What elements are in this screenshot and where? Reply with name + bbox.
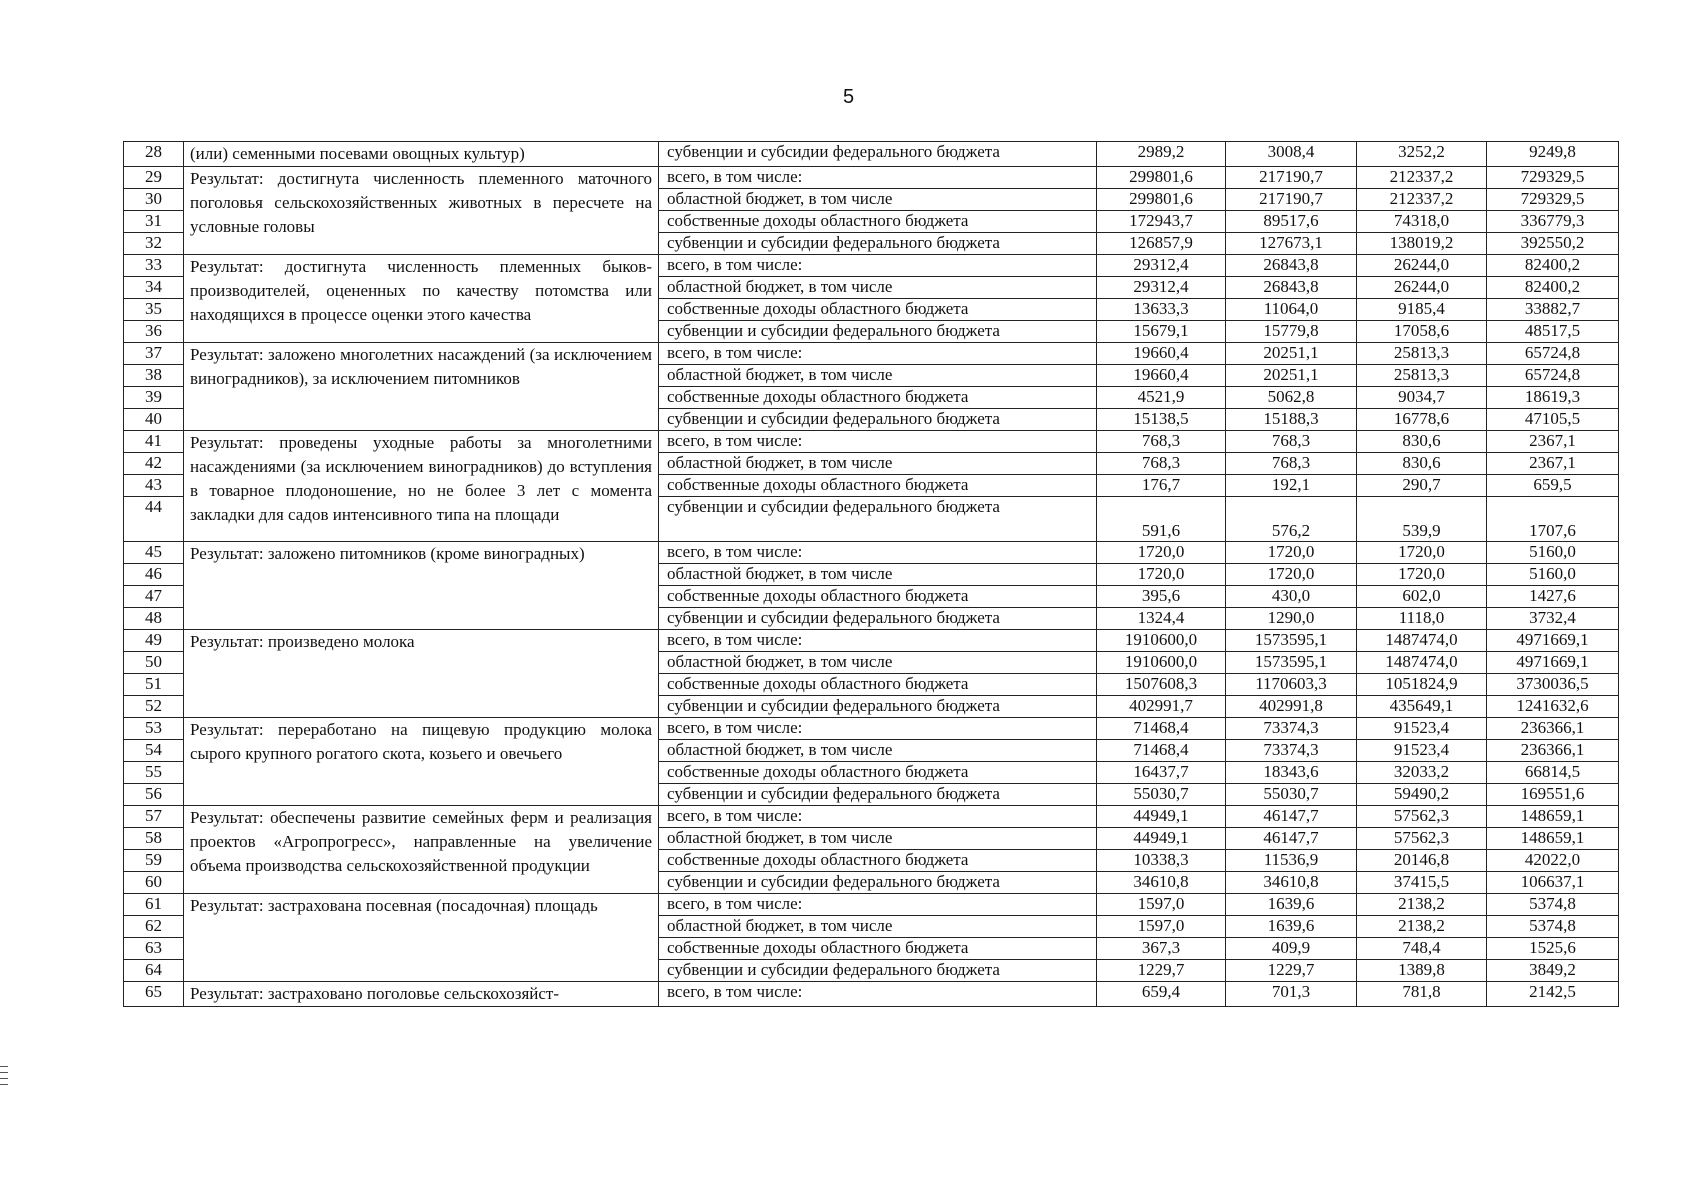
- value-year-1: 15679,1: [1097, 321, 1226, 343]
- value-year-3: 16778,6: [1357, 409, 1487, 431]
- table-row: [124, 982, 1619, 1007]
- value-year-2: 217190,7: [1226, 167, 1357, 189]
- result-description: [184, 806, 659, 894]
- table-body: [124, 142, 1619, 1007]
- value-total: 169551,6: [1487, 784, 1619, 806]
- value-year-2: 46147,7: [1226, 828, 1357, 850]
- value-year-1: 13633,3: [1097, 299, 1226, 321]
- value-year-1: 55030,7: [1097, 784, 1226, 806]
- row-number: 41: [124, 431, 184, 453]
- value-total: 1241632,6: [1487, 696, 1619, 718]
- value-year-2: 409,9: [1226, 938, 1357, 960]
- value-year-3: 1487474,0: [1357, 630, 1487, 652]
- value-year-3: 1051824,9: [1357, 674, 1487, 696]
- value-year-1: 1910600,0: [1097, 630, 1226, 652]
- value-year-2: 1639,6: [1226, 916, 1357, 938]
- value-year-1: 395,6: [1097, 586, 1226, 608]
- table-row: [124, 343, 1619, 365]
- value-year-1: 16437,7: [1097, 762, 1226, 784]
- value-year-3: 748,4: [1357, 938, 1487, 960]
- value-year-2: 11536,9: [1226, 850, 1357, 872]
- funding-source: субвенции и субсидии федерального бюджета: [659, 608, 1097, 630]
- value-year-1: 29312,4: [1097, 277, 1226, 299]
- value-year-2: 73374,3: [1226, 718, 1357, 740]
- value-year-2: 55030,7: [1226, 784, 1357, 806]
- value-year-1: 768,3: [1097, 431, 1226, 453]
- value-year-1: 176,7: [1097, 475, 1226, 497]
- row-number: 45: [124, 542, 184, 564]
- funding-source: субвенции и субсидии федерального бюджета: [659, 784, 1097, 806]
- row-number: 54: [124, 740, 184, 762]
- funding-source: собственные доходы областного бюджета: [659, 299, 1097, 321]
- value-year-2: 430,0: [1226, 586, 1357, 608]
- value-year-1: 172943,7: [1097, 211, 1226, 233]
- result-description-text: Результат: застрахована посевная (посадочная) площадь: [190, 896, 598, 915]
- funding-source: субвенции и субсидии федерального бюджета: [659, 321, 1097, 343]
- value-year-3: 830,6: [1357, 431, 1487, 453]
- value-total: 65724,8: [1487, 365, 1619, 387]
- funding-source: субвенции и субсидии федерального бюджета: [659, 233, 1097, 255]
- value-total: 33882,7: [1487, 299, 1619, 321]
- value-year-1: 1720,0: [1097, 564, 1226, 586]
- funding-source: областной бюджет, в том числе: [659, 189, 1097, 211]
- row-number: 56: [124, 784, 184, 806]
- value-year-2: 1229,7: [1226, 960, 1357, 982]
- value-total: 729329,5: [1487, 189, 1619, 211]
- funding-source: собственные доходы областного бюджета: [659, 586, 1097, 608]
- row-number: 31: [124, 211, 184, 233]
- row-number: 33: [124, 255, 184, 277]
- funding-source: собственные доходы областного бюджета: [659, 387, 1097, 409]
- budget-table: [123, 141, 1619, 1007]
- row-number: 38: [124, 365, 184, 387]
- value-year-3: 290,7: [1357, 475, 1487, 497]
- value-total: 1427,6: [1487, 586, 1619, 608]
- result-description: [184, 431, 659, 542]
- funding-source: областной бюджет, в том числе: [659, 453, 1097, 475]
- result-description: [184, 718, 659, 806]
- value-year-3: 37415,5: [1357, 872, 1487, 894]
- result-description: [184, 142, 659, 167]
- result-description-text: Результат: проведены уходные работы за многолетними насаждениями (за исключением виноградников) до вступления в товарное плодоношение, но не более 3 лет с момента закладки для садов интенсивного типа на площади: [190, 433, 652, 524]
- value-total: 66814,5: [1487, 762, 1619, 784]
- margin-marks: [0, 1066, 8, 1096]
- value-total: 336779,3: [1487, 211, 1619, 233]
- row-number: 47: [124, 586, 184, 608]
- table-row: [124, 894, 1619, 916]
- result-description-text: Результат: переработано на пищевую продукцию молока сырого крупного рогатого скота, козьего и овечьего: [190, 720, 652, 763]
- result-description-text: Результат: достигнута численность племенных быков-производителей, оцененных по качеству потомства или находящихся в процессе оценки этого качества: [190, 257, 652, 324]
- value-year-1: 19660,4: [1097, 365, 1226, 387]
- value-year-1: 29312,4: [1097, 255, 1226, 277]
- value-year-2: 1573595,1: [1226, 630, 1357, 652]
- value-year-2: 26843,8: [1226, 255, 1357, 277]
- value-total: 2367,1: [1487, 453, 1619, 475]
- value-year-3: 20146,8: [1357, 850, 1487, 872]
- table-row: [124, 167, 1619, 189]
- value-year-2: 768,3: [1226, 453, 1357, 475]
- value-year-2: 20251,1: [1226, 365, 1357, 387]
- value-year-2: 3008,4: [1226, 142, 1357, 167]
- value-year-3: 91523,4: [1357, 740, 1487, 762]
- value-year-2: 18343,6: [1226, 762, 1357, 784]
- value-year-1: 2989,2: [1097, 142, 1226, 167]
- value-total: 5160,0: [1487, 542, 1619, 564]
- funding-source: всего, в том числе:: [659, 343, 1097, 365]
- value-year-3: 435649,1: [1357, 696, 1487, 718]
- row-number: 42: [124, 453, 184, 475]
- value-year-3: 212337,2: [1357, 167, 1487, 189]
- funding-source: областной бюджет, в том числе: [659, 564, 1097, 586]
- result-description-text: (или) семенными посевами овощных культур): [190, 144, 525, 163]
- value-total: 3730036,5: [1487, 674, 1619, 696]
- funding-source: субвенции и субсидии федерального бюджета: [659, 696, 1097, 718]
- value-year-3: 25813,3: [1357, 365, 1487, 387]
- funding-source: субвенции и субсидии федерального бюджета: [659, 409, 1097, 431]
- value-year-1: 659,4: [1097, 982, 1226, 1007]
- funding-source: всего, в том числе:: [659, 167, 1097, 189]
- value-total: 659,5: [1487, 475, 1619, 497]
- value-year-2: 1290,0: [1226, 608, 1357, 630]
- funding-source: областной бюджет, в том числе: [659, 740, 1097, 762]
- value-year-1: 1507608,3: [1097, 674, 1226, 696]
- value-year-2: 20251,1: [1226, 343, 1357, 365]
- result-description: [184, 982, 659, 1007]
- value-total: 106637,1: [1487, 872, 1619, 894]
- value-year-3: 212337,2: [1357, 189, 1487, 211]
- value-total: 2367,1: [1487, 431, 1619, 453]
- result-description-text: Результат: обеспечены развитие семейных ферм и реализация проектов «Агропрогресс», направленные на увеличение объема производства сельскохозяйственной продукции: [190, 808, 652, 875]
- row-number: 30: [124, 189, 184, 211]
- value-total: 1707,6: [1487, 497, 1619, 542]
- value-year-3: 91523,4: [1357, 718, 1487, 740]
- value-year-1: 367,3: [1097, 938, 1226, 960]
- page-number: 5: [842, 86, 855, 108]
- value-year-3: 74318,0: [1357, 211, 1487, 233]
- value-year-1: 34610,8: [1097, 872, 1226, 894]
- value-year-2: 15779,8: [1226, 321, 1357, 343]
- value-year-2: 127673,1: [1226, 233, 1357, 255]
- row-number: 46: [124, 564, 184, 586]
- value-year-3: 17058,6: [1357, 321, 1487, 343]
- value-year-1: 299801,6: [1097, 167, 1226, 189]
- result-description-text: Результат: застраховано поголовье сельскохозяйст-: [190, 984, 560, 1003]
- funding-source: субвенции и субсидии федерального бюджета: [659, 497, 1097, 542]
- value-total: 236366,1: [1487, 740, 1619, 762]
- row-number: 51: [124, 674, 184, 696]
- value-year-1: 1597,0: [1097, 916, 1226, 938]
- row-number: 53: [124, 718, 184, 740]
- row-number: 29: [124, 167, 184, 189]
- value-total: 3849,2: [1487, 960, 1619, 982]
- value-total: 5374,8: [1487, 916, 1619, 938]
- value-year-1: 299801,6: [1097, 189, 1226, 211]
- row-number: 62: [124, 916, 184, 938]
- table-row: [124, 542, 1619, 564]
- result-description: [184, 167, 659, 255]
- value-year-2: 11064,0: [1226, 299, 1357, 321]
- value-year-2: 1720,0: [1226, 564, 1357, 586]
- value-year-3: 1720,0: [1357, 564, 1487, 586]
- table-row: [124, 431, 1619, 453]
- value-total: 82400,2: [1487, 277, 1619, 299]
- value-total: 1525,6: [1487, 938, 1619, 960]
- value-year-3: 9034,7: [1357, 387, 1487, 409]
- result-description-text: Результат: заложено питомников (кроме виноградных): [190, 544, 585, 563]
- row-number: 59: [124, 850, 184, 872]
- value-year-1: 44949,1: [1097, 806, 1226, 828]
- value-total: 4971669,1: [1487, 652, 1619, 674]
- value-total: 65724,8: [1487, 343, 1619, 365]
- value-year-2: 701,3: [1226, 982, 1357, 1007]
- value-year-1: 126857,9: [1097, 233, 1226, 255]
- funding-source: областной бюджет, в том числе: [659, 652, 1097, 674]
- value-year-3: 26244,0: [1357, 277, 1487, 299]
- funding-source: всего, в том числе:: [659, 431, 1097, 453]
- table-row: [124, 142, 1619, 167]
- value-total: 392550,2: [1487, 233, 1619, 255]
- value-year-3: 3252,2: [1357, 142, 1487, 167]
- value-year-1: 71468,4: [1097, 718, 1226, 740]
- row-number: 32: [124, 233, 184, 255]
- row-number: 57: [124, 806, 184, 828]
- value-total: 148659,1: [1487, 806, 1619, 828]
- value-year-3: 57562,3: [1357, 806, 1487, 828]
- value-year-1: 768,3: [1097, 453, 1226, 475]
- value-year-2: 5062,8: [1226, 387, 1357, 409]
- funding-source: собственные доходы областного бюджета: [659, 674, 1097, 696]
- value-year-2: 15188,3: [1226, 409, 1357, 431]
- row-number: 61: [124, 894, 184, 916]
- funding-source: всего, в том числе:: [659, 982, 1097, 1007]
- row-number: 64: [124, 960, 184, 982]
- value-total: 47105,5: [1487, 409, 1619, 431]
- value-total: 148659,1: [1487, 828, 1619, 850]
- row-number: 48: [124, 608, 184, 630]
- value-year-3: 57562,3: [1357, 828, 1487, 850]
- funding-source: всего, в том числе:: [659, 630, 1097, 652]
- value-year-3: 9185,4: [1357, 299, 1487, 321]
- row-number: 43: [124, 475, 184, 497]
- funding-source: субвенции и субсидии федерального бюджета: [659, 142, 1097, 167]
- row-number: 63: [124, 938, 184, 960]
- value-year-3: 1118,0: [1357, 608, 1487, 630]
- result-description-text: Результат: заложено многолетних насаждений (за исключением виноградников), за исключением питомников: [190, 345, 652, 388]
- row-number: 44: [124, 497, 184, 542]
- value-year-3: 32033,2: [1357, 762, 1487, 784]
- value-year-1: 591,6: [1097, 497, 1226, 542]
- row-number: 35: [124, 299, 184, 321]
- result-description: [184, 894, 659, 982]
- value-total: 5160,0: [1487, 564, 1619, 586]
- value-year-3: 1720,0: [1357, 542, 1487, 564]
- funding-source: собственные доходы областного бюджета: [659, 938, 1097, 960]
- funding-source: собственные доходы областного бюджета: [659, 850, 1097, 872]
- value-total: 48517,5: [1487, 321, 1619, 343]
- table-row: [124, 718, 1619, 740]
- result-description: [184, 542, 659, 630]
- value-year-3: 138019,2: [1357, 233, 1487, 255]
- value-year-2: 46147,7: [1226, 806, 1357, 828]
- value-year-1: 15138,5: [1097, 409, 1226, 431]
- row-number: 50: [124, 652, 184, 674]
- result-description: [184, 630, 659, 718]
- value-year-1: 71468,4: [1097, 740, 1226, 762]
- result-description: [184, 255, 659, 343]
- row-number: 34: [124, 277, 184, 299]
- value-year-3: 781,8: [1357, 982, 1487, 1007]
- funding-source: субвенции и субсидии федерального бюджета: [659, 960, 1097, 982]
- row-number: 36: [124, 321, 184, 343]
- value-year-1: 1720,0: [1097, 542, 1226, 564]
- row-number: 65: [124, 982, 184, 1007]
- value-year-2: 576,2: [1226, 497, 1357, 542]
- funding-source: областной бюджет, в том числе: [659, 828, 1097, 850]
- value-year-1: 44949,1: [1097, 828, 1226, 850]
- funding-source: всего, в том числе:: [659, 806, 1097, 828]
- funding-source: собственные доходы областного бюджета: [659, 211, 1097, 233]
- value-total: 82400,2: [1487, 255, 1619, 277]
- value-year-3: 539,9: [1357, 497, 1487, 542]
- value-year-1: 19660,4: [1097, 343, 1226, 365]
- value-year-3: 25813,3: [1357, 343, 1487, 365]
- table-row: [124, 806, 1619, 828]
- funding-source: областной бюджет, в том числе: [659, 277, 1097, 299]
- value-total: 5374,8: [1487, 894, 1619, 916]
- row-number: 39: [124, 387, 184, 409]
- value-year-1: 402991,7: [1097, 696, 1226, 718]
- row-number: 49: [124, 630, 184, 652]
- value-year-2: 26843,8: [1226, 277, 1357, 299]
- row-number: 60: [124, 872, 184, 894]
- value-total: 18619,3: [1487, 387, 1619, 409]
- value-year-3: 1389,8: [1357, 960, 1487, 982]
- value-year-3: 26244,0: [1357, 255, 1487, 277]
- value-year-1: 1597,0: [1097, 894, 1226, 916]
- value-total: 9249,8: [1487, 142, 1619, 167]
- funding-source: всего, в том числе:: [659, 255, 1097, 277]
- value-year-2: 217190,7: [1226, 189, 1357, 211]
- row-number: 52: [124, 696, 184, 718]
- value-year-3: 2138,2: [1357, 894, 1487, 916]
- value-year-1: 4521,9: [1097, 387, 1226, 409]
- value-year-2: 1720,0: [1226, 542, 1357, 564]
- row-number: 58: [124, 828, 184, 850]
- table-row: [124, 630, 1619, 652]
- funding-source: субвенции и субсидии федерального бюджета: [659, 872, 1097, 894]
- value-year-2: 1639,6: [1226, 894, 1357, 916]
- funding-source: областной бюджет, в том числе: [659, 365, 1097, 387]
- value-year-3: 602,0: [1357, 586, 1487, 608]
- value-year-1: 1229,7: [1097, 960, 1226, 982]
- result-description: [184, 343, 659, 431]
- funding-source: всего, в том числе:: [659, 542, 1097, 564]
- row-number: 40: [124, 409, 184, 431]
- table-row: [124, 255, 1619, 277]
- funding-source: собственные доходы областного бюджета: [659, 475, 1097, 497]
- funding-source: собственные доходы областного бюджета: [659, 762, 1097, 784]
- value-total: 42022,0: [1487, 850, 1619, 872]
- value-year-2: 768,3: [1226, 431, 1357, 453]
- value-year-1: 10338,3: [1097, 850, 1226, 872]
- funding-source: областной бюджет, в том числе: [659, 916, 1097, 938]
- value-year-2: 34610,8: [1226, 872, 1357, 894]
- value-year-3: 2138,2: [1357, 916, 1487, 938]
- value-year-2: 1170603,3: [1226, 674, 1357, 696]
- value-year-2: 192,1: [1226, 475, 1357, 497]
- value-year-2: 89517,6: [1226, 211, 1357, 233]
- value-year-3: 830,6: [1357, 453, 1487, 475]
- row-number: 37: [124, 343, 184, 365]
- value-year-2: 402991,8: [1226, 696, 1357, 718]
- funding-source: всего, в том числе:: [659, 718, 1097, 740]
- value-total: 3732,4: [1487, 608, 1619, 630]
- value-year-3: 1487474,0: [1357, 652, 1487, 674]
- value-year-2: 1573595,1: [1226, 652, 1357, 674]
- result-description-text: Результат: достигнута численность племенного маточного поголовья сельскохозяйственных животных в пересчете на условные головы: [190, 169, 652, 236]
- row-number: 28: [124, 142, 184, 167]
- row-number: 55: [124, 762, 184, 784]
- value-total: 236366,1: [1487, 718, 1619, 740]
- value-year-2: 73374,3: [1226, 740, 1357, 762]
- value-year-1: 1324,4: [1097, 608, 1226, 630]
- value-total: 4971669,1: [1487, 630, 1619, 652]
- value-total: 729329,5: [1487, 167, 1619, 189]
- result-description-text: Результат: произведено молока: [190, 632, 415, 651]
- funding-source: всего, в том числе:: [659, 894, 1097, 916]
- value-year-1: 1910600,0: [1097, 652, 1226, 674]
- value-total: 2142,5: [1487, 982, 1619, 1007]
- value-year-3: 59490,2: [1357, 784, 1487, 806]
